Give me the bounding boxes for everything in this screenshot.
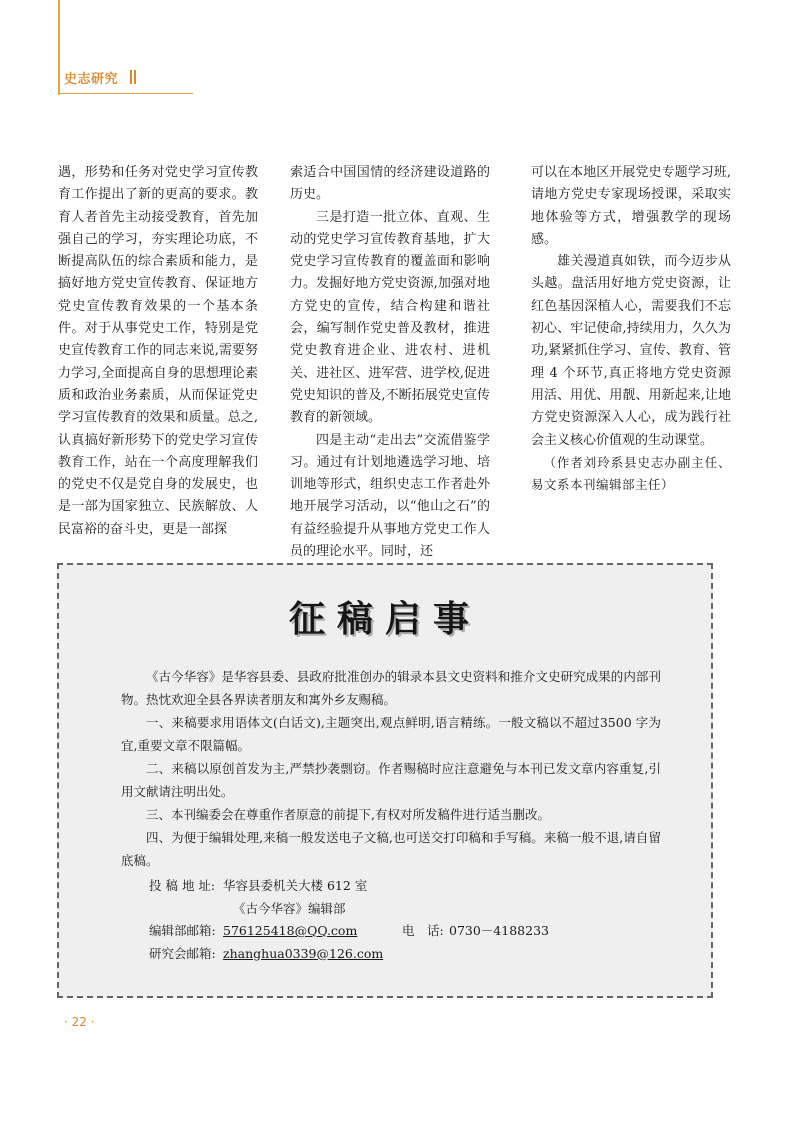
research-email-link[interactable]: zhanghua0339@126.com <box>223 945 384 961</box>
address-row <box>149 875 609 898</box>
notice-paragraph: 三、本刊编委会在尊重作者原意的前提下,有权对所发稿件进行适当删改。 <box>146 807 550 822</box>
notice-paragraph: 二、来稿以原创首发为主,严禁抄袭剽窃。作者赐稿时应注意避免与本刊已发文章内容重复,引用文献请注明出处。 <box>121 761 661 799</box>
research-email-label: 研究会邮箱: <box>149 945 216 961</box>
address-row-2 <box>149 898 609 921</box>
call-for-papers-box <box>57 563 713 998</box>
article-paragraph: 索适合中国国情的经济建设道路的历史。 <box>290 165 490 203</box>
edit-email-label: 编辑部邮箱: <box>149 923 216 938</box>
notice-paragraph: 一、来稿要求用语体文(白话文),主题突出,观点鲜明,语言精练。一般文稿以不超过3500 字为宜,重要文章不限篇幅。 <box>121 715 661 753</box>
article-paragraph: 遇，形势和任务对党史学习宣传教育工作提出了新的更高的要求。教育人者首先主动接受教育，首先加强自己的学习，夯实理论功底，不断提高队伍的综合素质和能力，是搞好地方党史宣传教育、保证地方党史宣传教育效果的一个基本条件。对于从事党史工作，特别是党史宣传教育工作的同志来说,需要努力学习,全面提高自身的思想理论素质和政治业务素质，从而保证党史学习宣传教育的效果和质量。总之,认真搞好新形势下的党史学习宣传教育工作，站在一个高度理解我们的党史不仅是党自身的发展史，也是一部为国家独立、民族解放、人民富裕的奋斗史，更是一部探 <box>58 165 258 537</box>
address-line-2: 《古今华容》编辑部 <box>233 900 346 916</box>
article-column-3 <box>531 162 731 496</box>
article-paragraph: 雄关漫道真如铁，而今迈步从头越。盘活用好地方党史资源，让红色基因深植人心，需要我们不忘初心、牢记使命,持续用力，久久为功,紧紧抓住学习、宣传、教育、管理 4 个环节,真正将地方党史资源用活、用优、用靓、用新起来,让地方党史资源深入人心，成为践行社会主义核心价值观的生动课堂。 <box>531 254 731 448</box>
author-signature: （作者刘玲系县史志办副主任、易文系本刊编辑部主任） <box>531 454 731 492</box>
section-tag-bars <box>130 70 137 84</box>
contact-info <box>149 875 609 965</box>
header-vertical-rule <box>58 0 60 95</box>
article-paragraph: 四是主动“走出去”交流借鉴学习。通过有计划地遴选学习地、培训地等形式，组织史志工作者赴外地开展学习活动，以“他山之石”的有益经验提升从事地方党史工作人员的理论水平。同时，还 <box>290 432 490 560</box>
notice-body <box>121 665 661 872</box>
header-horizontal-rule <box>58 93 193 94</box>
phone-label: 电 话: <box>402 923 444 938</box>
article-paragraph: 三是打造一批立体、直观、生动的党史学习宣传教育基地，扩大党史学习宣传教育的覆盖面和影响力。发掘好地方党史资源,加强对地方党史的宣传，结合构建和谐社会，编写制作党史普及教材，推进党史教育进企业、进农村、进机关、进社区、进军营、进学校,促进党史知识的普及,不断拓展党史宣传教育的新领域。 <box>290 209 490 426</box>
section-tag: 史志研究 <box>64 72 119 87</box>
address-value: 华容县委机关大楼 612 室 <box>223 878 368 893</box>
page-number: · 22 · <box>64 1015 95 1029</box>
notice-paragraph: 《古今华容》是华容县委、县政府批准创办的辑录本县文史资料和推介文史研究成果的内部刊物。热忱欢迎全县各界读者朋友和寓外乡友赐稿。 <box>121 669 661 707</box>
phone-value: 0730－4188233 <box>449 923 549 938</box>
notice-paragraph: 四、为便于编辑处理,来稿一般发送电子文稿,也可送交打印稿和手写稿。来稿一般不退,请自留底稿。 <box>121 830 661 868</box>
article-column-2 <box>290 162 490 563</box>
notice-title: 征稿启事 <box>288 599 481 640</box>
edit-email-link[interactable]: 576125418@QQ.com <box>223 923 358 938</box>
article-paragraph: 可以在本地区开展党史专题学习班,请地方党史专家现场授课，采取实地体验等方式，增强教学的现场感。 <box>531 165 731 247</box>
article-column-1 <box>58 162 258 541</box>
address-label: 投 稿 地 址: <box>149 878 216 893</box>
edit-email-row <box>149 920 609 943</box>
research-email-row <box>149 943 609 966</box>
